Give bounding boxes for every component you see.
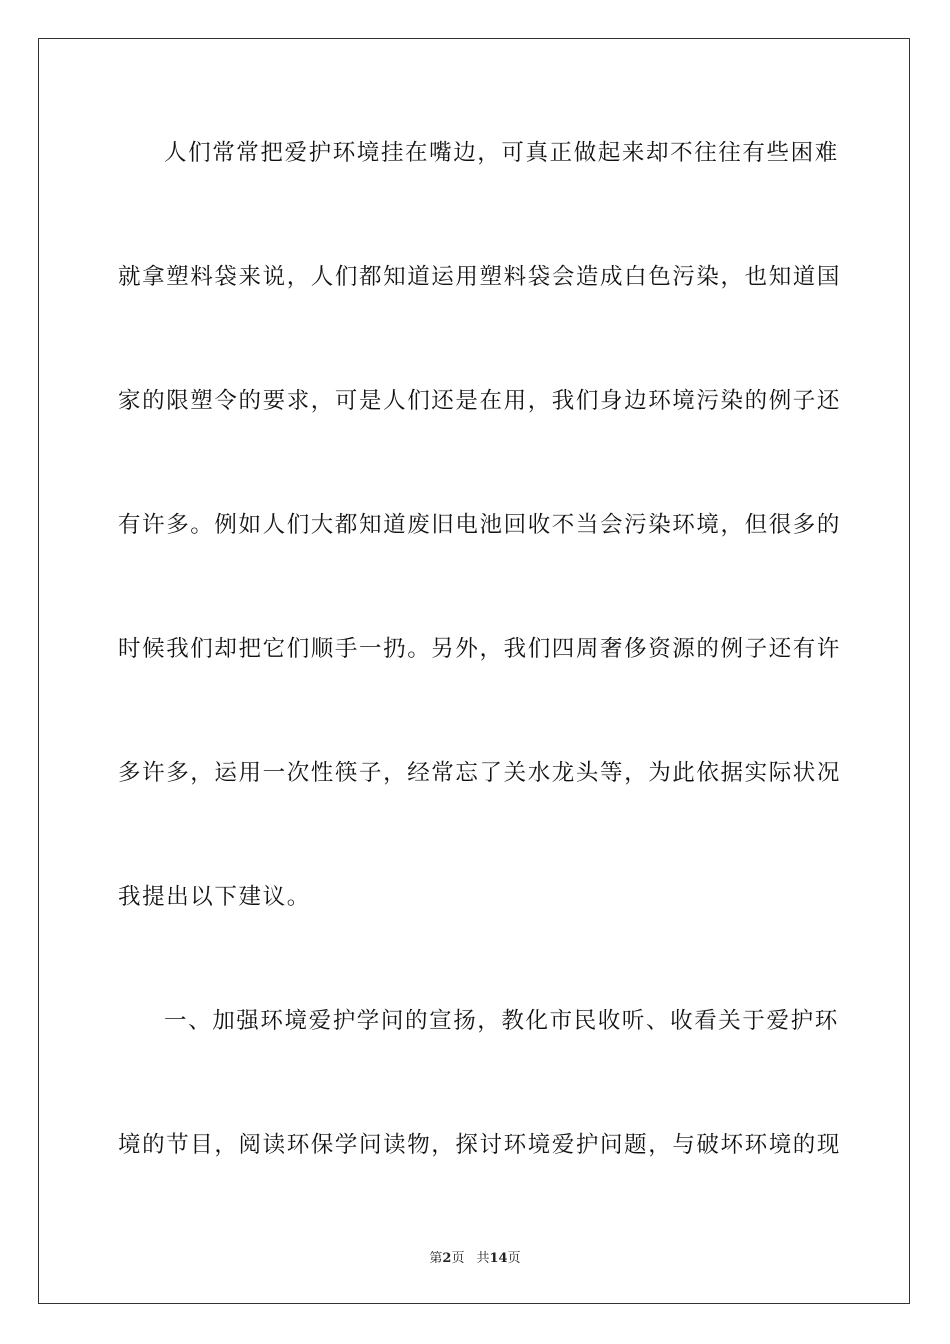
paragraph-line: 一、加强环境爱护学问的宣扬，教化市民收听、收看关于爱护环 <box>164 1008 839 1034</box>
page-prefix: 第 <box>429 1251 443 1266</box>
current-page-number: 2 <box>442 1251 452 1266</box>
page-footer <box>0 1247 950 1266</box>
total-prefix: 共 <box>476 1251 490 1266</box>
paragraph-line: 有许多。例如人们大都知道废旧电池回收不当会污染环境，但很多的 <box>118 512 842 538</box>
document-body <box>118 128 842 1244</box>
paragraph-line: 人们常常把爱护环境挂在嘴边，可真正做起来却不往往有些困难 <box>164 140 839 166</box>
paragraph-line: 多许多，运用一次性筷子，经常忘了关水龙头等，为此依据实际状况 <box>118 760 842 786</box>
page-suffix: 页 <box>451 1251 465 1266</box>
paragraph-line: 家的限塑令的要求，可是人们还是在用，我们身边环境污染的例子还 <box>118 388 842 414</box>
paragraph-line: 境的节目，阅读环保学问读物，探讨环境爱护问题，与破坏环境的现 <box>118 1132 842 1158</box>
total-page-count: 14 <box>489 1251 508 1266</box>
paragraph-line: 时候我们却把它们顺手一扔。另外，我们四周奢侈资源的例子还有许 <box>118 636 842 662</box>
paragraph-line: 就拿塑料袋来说，人们都知道运用塑料袋会造成白色污染，也知道国 <box>118 264 842 290</box>
total-suffix: 页 <box>507 1251 521 1266</box>
paragraph-line: 我提出以下建议。 <box>118 884 311 910</box>
